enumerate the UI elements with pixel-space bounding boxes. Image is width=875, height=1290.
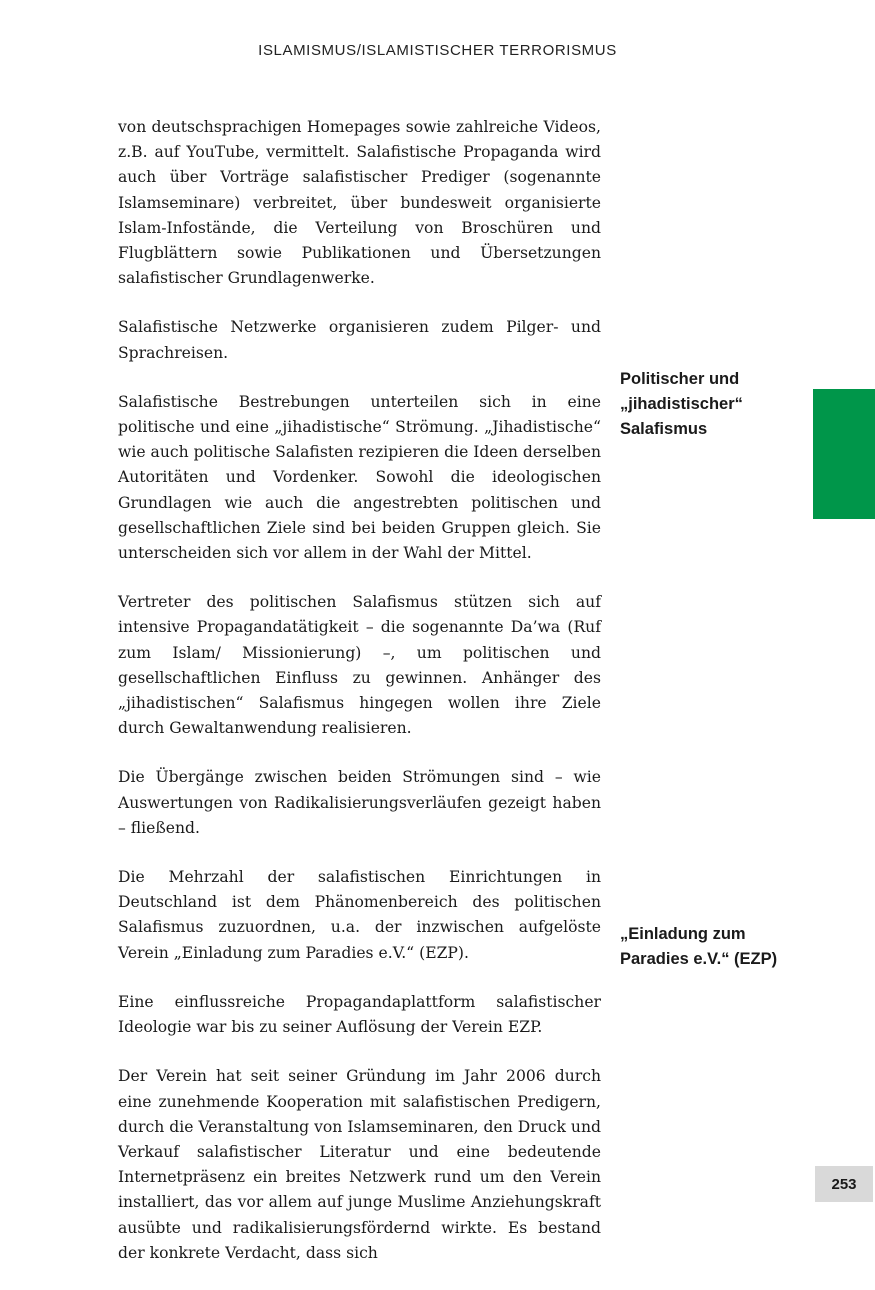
running-header: ISLAMISMUS/ISLAMISTISCHER TERRORISMUS: [258, 42, 617, 59]
paragraph: Die Übergänge zwischen beiden Strömungen sind – wie Auswertungen von Radikalisierungsverläufen gezeigt haben – fließend.: [118, 768, 601, 837]
page-number: [815, 1166, 873, 1202]
margin-heading-political-salafism: Politischer und „jihadistischer“ Salafismus: [620, 370, 743, 439]
paragraph: von deutschsprachigen Homepages sowie zahlreiche Videos, z.B. auf YouTube, vermittelt. Salafistische Propaganda wird auch über Vorträge salafistischer Prediger (sogenannte Islamseminare) verbreitet, über bundesweit organisierte Islam-Infostände, die Verteilung von Broschüren und Flugblättern sowie Publikationen und Übersetzungen salafistischer Grundlagenwerke.: [118, 118, 601, 288]
paragraph: Die Mehrzahl der salafistischen Einrichtungen in Deutschland ist dem Phänomenbereich des politischen Salafismus zuzuordnen, u.a. der inzwischen aufgelöste Verein „Einladung zum Paradies e.V.“ (EZP).: [118, 868, 601, 962]
paragraph: Salafistische Bestrebungen unterteilen sich in eine politische und eine „jihadistische“ Strömung. „Jihadistische“ wie auch politische Salafisten rezipieren die Ideen derselben Autoritäten und Vordenker. Sowohl die ideologischen Grundlagen wie auch die angestrebten politischen und gesellschaftlichen Ziele sind bei beiden Gruppen gleich. Sie unterscheiden sich vor allem in der Wahl der Mittel.: [118, 392, 601, 563]
paragraph: Salafistische Netzwerke organisieren zudem Pilger- und Sprachreisen.: [118, 318, 601, 362]
body-text: [118, 115, 601, 1290]
paragraph: Vertreter des politischen Salafismus stützen sich auf intensive Propagandatätigkeit – die sogenannte Da’wa (Ruf zum Islam/ Missionierung) –, um politischen und gesellschaftlichen Einfluss zu gewinnen. Anhänger des „jihadistischen“ Salafismus hingegen wollen ihre Ziele durch Gewaltanwendung realisieren.: [118, 593, 601, 738]
paragraph: Der Verein hat seit seiner Gründung im Jahr 2006 durch eine zunehmende Kooperation mit salafistischen Predigern, durch die Veranstaltung von Islamseminaren, den Druck und Verkauf salafistischer Literatur und eine bedeutende Internetpräsenz ein breites Netzwerk rund um den Verein installiert, das vor allem auf junge Muslime Anziehungskraft ausübte und radikalisierungsfördernd wirkte. Es bestand der konkrete Verdacht, dass sich: [118, 1067, 601, 1262]
page-number-label: 253: [831, 1175, 857, 1193]
paragraph: Eine einflussreiche Propagandaplattform salafistischer Ideologie war bis zu seiner Auflösung der Verein EZP.: [118, 992, 601, 1037]
section-tab: [813, 389, 875, 519]
margin-heading-ezp: „Einladung zum Paradies e.V.“ (EZP): [620, 925, 778, 969]
